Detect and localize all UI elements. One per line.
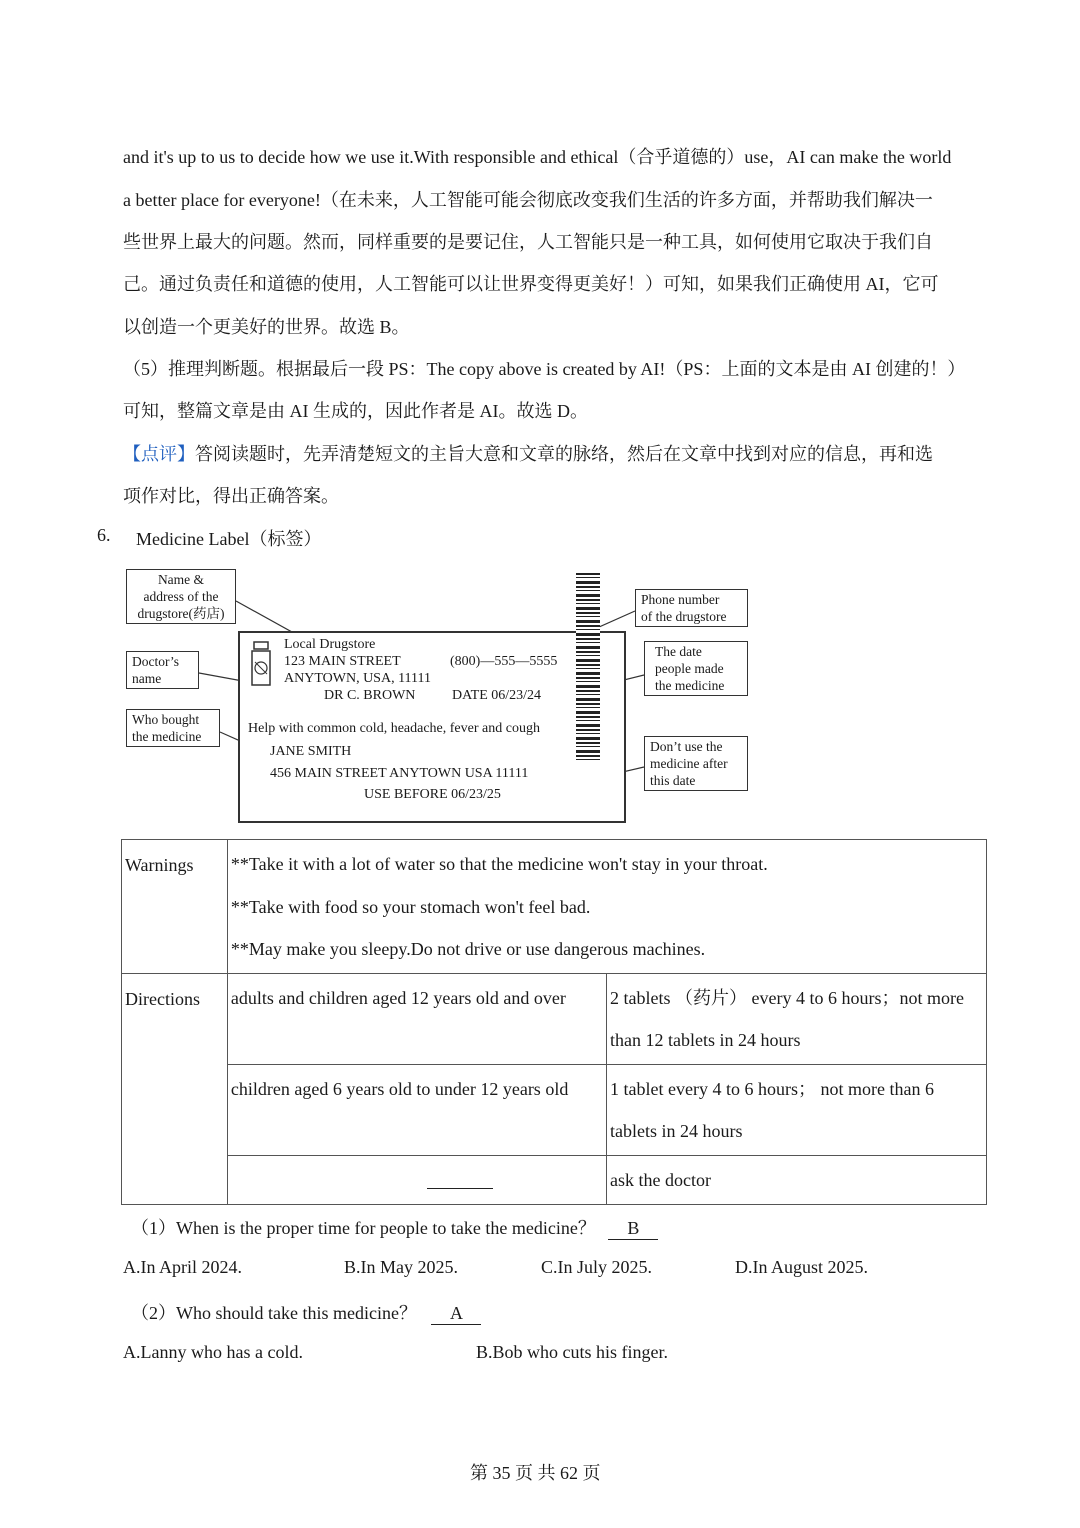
paragraph-line: 以创造一个更美好的世界。故选 B。 bbox=[123, 317, 410, 337]
paragraph-line: 些世界上最大的问题。然而，同样重要的是要记住，人工智能只是一种工具，如何使用它取决于我们自 bbox=[123, 232, 933, 252]
callout-phone bbox=[635, 589, 748, 627]
answer: A bbox=[431, 1303, 481, 1325]
dose-text: ask the doctor bbox=[610, 1170, 711, 1190]
callout-text: of the drugstore bbox=[641, 609, 727, 624]
table-row bbox=[122, 974, 987, 1065]
comment-tag: 【点评】 bbox=[123, 444, 195, 464]
comment-line bbox=[123, 440, 933, 466]
callout-text: people made bbox=[655, 661, 724, 676]
paragraph-line: 可知，整篇文章是由 AI 生成的，因此作者是 AI。故选 D。 bbox=[123, 401, 588, 421]
callout-buyer bbox=[126, 709, 220, 747]
callout-text: Who bought bbox=[132, 712, 200, 727]
callout-text: drugstore(药店) bbox=[137, 606, 225, 621]
callout-text: address of the bbox=[143, 589, 219, 604]
option: D.In August 2025. bbox=[735, 1257, 869, 1277]
medicine-label bbox=[238, 631, 626, 823]
label-city: ANYTOWN, USA, 11111 bbox=[284, 671, 431, 686]
label-phone: (800)—555—5555 bbox=[450, 654, 558, 669]
callout-text: name bbox=[132, 671, 162, 686]
callout-text: medicine after bbox=[650, 756, 728, 771]
callout-text: the medicine bbox=[655, 678, 725, 693]
label-use: Help with common cold, headache, fever and cough bbox=[248, 721, 540, 736]
warning-item: **Take with food so your stomach won't feel bad. bbox=[230, 896, 591, 917]
label-date: DATE 06/23/24 bbox=[452, 688, 542, 703]
question-1 bbox=[131, 1214, 658, 1240]
option: B.In May 2025. bbox=[344, 1257, 458, 1277]
option: B.Bob who cuts his finger. bbox=[476, 1342, 668, 1362]
directions-label-cell bbox=[122, 974, 228, 1205]
page-footer: 第 35 页 共 62 页 bbox=[470, 1463, 601, 1483]
table-row bbox=[122, 1065, 987, 1156]
question-text: （2）Who should take this medicine？ bbox=[131, 1303, 417, 1323]
table-cell bbox=[607, 1065, 987, 1156]
warnings-cell bbox=[227, 840, 986, 974]
callout-text: Phone number bbox=[641, 592, 720, 607]
table-cell bbox=[227, 1065, 606, 1156]
dose-text: tablets in 24 hours bbox=[610, 1121, 743, 1141]
question-title: Medicine Label（标签） bbox=[136, 529, 322, 549]
label-patient-address: 456 MAIN STREET ANYTOWN USA 11111 bbox=[270, 766, 529, 781]
paragraph-line: 项作对比，得出正确答案。 bbox=[123, 486, 339, 506]
callout-text: Name & bbox=[157, 572, 205, 587]
table-row bbox=[122, 1156, 987, 1205]
medicine-bottle-icon bbox=[248, 641, 274, 687]
dose-text: than 12 tablets in 24 hours bbox=[610, 1030, 801, 1050]
table-row bbox=[122, 840, 987, 974]
answer: B bbox=[608, 1218, 658, 1240]
callout-text: The date bbox=[655, 644, 702, 659]
callout-drugstore bbox=[126, 569, 236, 624]
question-2 bbox=[131, 1299, 481, 1325]
callout-date bbox=[644, 641, 748, 696]
medicine-table bbox=[121, 839, 987, 1205]
age-group: adults and children aged 12 years old and over bbox=[230, 988, 566, 1008]
dose-text: 2 tablets （药片） every 4 to 6 hours；not more bbox=[610, 988, 964, 1008]
comment-text: 答阅读题时，先弄清楚短文的主旨大意和文章的脉络，然后在文章中找到对应的信息，再和选 bbox=[195, 444, 933, 464]
blank-cell bbox=[227, 1156, 606, 1205]
option: A.Lanny who has a cold. bbox=[123, 1342, 303, 1362]
option: C.In July 2025. bbox=[541, 1257, 653, 1277]
callout-text: Doctor’s bbox=[132, 654, 179, 669]
barcode bbox=[576, 573, 600, 763]
answer-blank bbox=[427, 1188, 493, 1189]
callout-expiry bbox=[644, 736, 748, 791]
age-group: children aged 6 years old to under 12 years old bbox=[230, 1079, 569, 1099]
paragraph-line: a better place for everyone!（在未来，人工智能可能会彻底改变我们生活的许多方面，并帮助我们解决一 bbox=[123, 190, 933, 210]
callout-doctor bbox=[126, 651, 199, 689]
paragraph-line: 己。通过负责任和道德的使用，人工智能可以让世界变得更美好！）可知，如果我们正确使用 AI，它可 bbox=[123, 274, 939, 294]
question-number: 6. bbox=[97, 525, 111, 545]
label-street: 123 MAIN STREET bbox=[284, 654, 401, 669]
warning-item: **May make you sleepy.Do not drive or use dangerous machines. bbox=[230, 939, 706, 959]
table-cell bbox=[227, 974, 606, 1065]
callout-text: Don’t use the bbox=[650, 739, 723, 754]
table-cell bbox=[607, 974, 987, 1065]
paragraph-line: （5）推理判断题。根据最后一段 PS：The copy above is created by AI!（PS：上面的文本是由 AI 创建的！） bbox=[123, 359, 966, 379]
warnings-label-cell bbox=[122, 840, 228, 974]
warnings-label: Warnings bbox=[125, 855, 194, 875]
label-use-before: USE BEFORE 06/23/25 bbox=[364, 787, 501, 802]
medicine-label-diagram bbox=[120, 565, 760, 830]
option: A.In April 2024. bbox=[123, 1257, 242, 1277]
question-text: （1）When is the proper time for people to take the medicine？ bbox=[131, 1218, 596, 1238]
label-patient: JANE SMITH bbox=[270, 744, 352, 759]
directions-label: Directions bbox=[125, 989, 200, 1009]
callout-text: the medicine bbox=[132, 729, 202, 744]
table-cell bbox=[607, 1156, 987, 1205]
label-store-name: Local Drugstore bbox=[284, 637, 376, 652]
dose-text: 1 tablet every 4 to 6 hours； not more than 6 bbox=[610, 1079, 934, 1099]
warning-item: **Take it with a lot of water so that the medicine won't stay in your throat. bbox=[230, 854, 768, 874]
paragraph-line: and it's up to us to decide how we use it.With responsible and ethical（合乎道德的）use，AI can make the world bbox=[123, 147, 952, 167]
label-doctor: DR C. BROWN bbox=[324, 688, 416, 703]
callout-text: this date bbox=[650, 773, 696, 788]
